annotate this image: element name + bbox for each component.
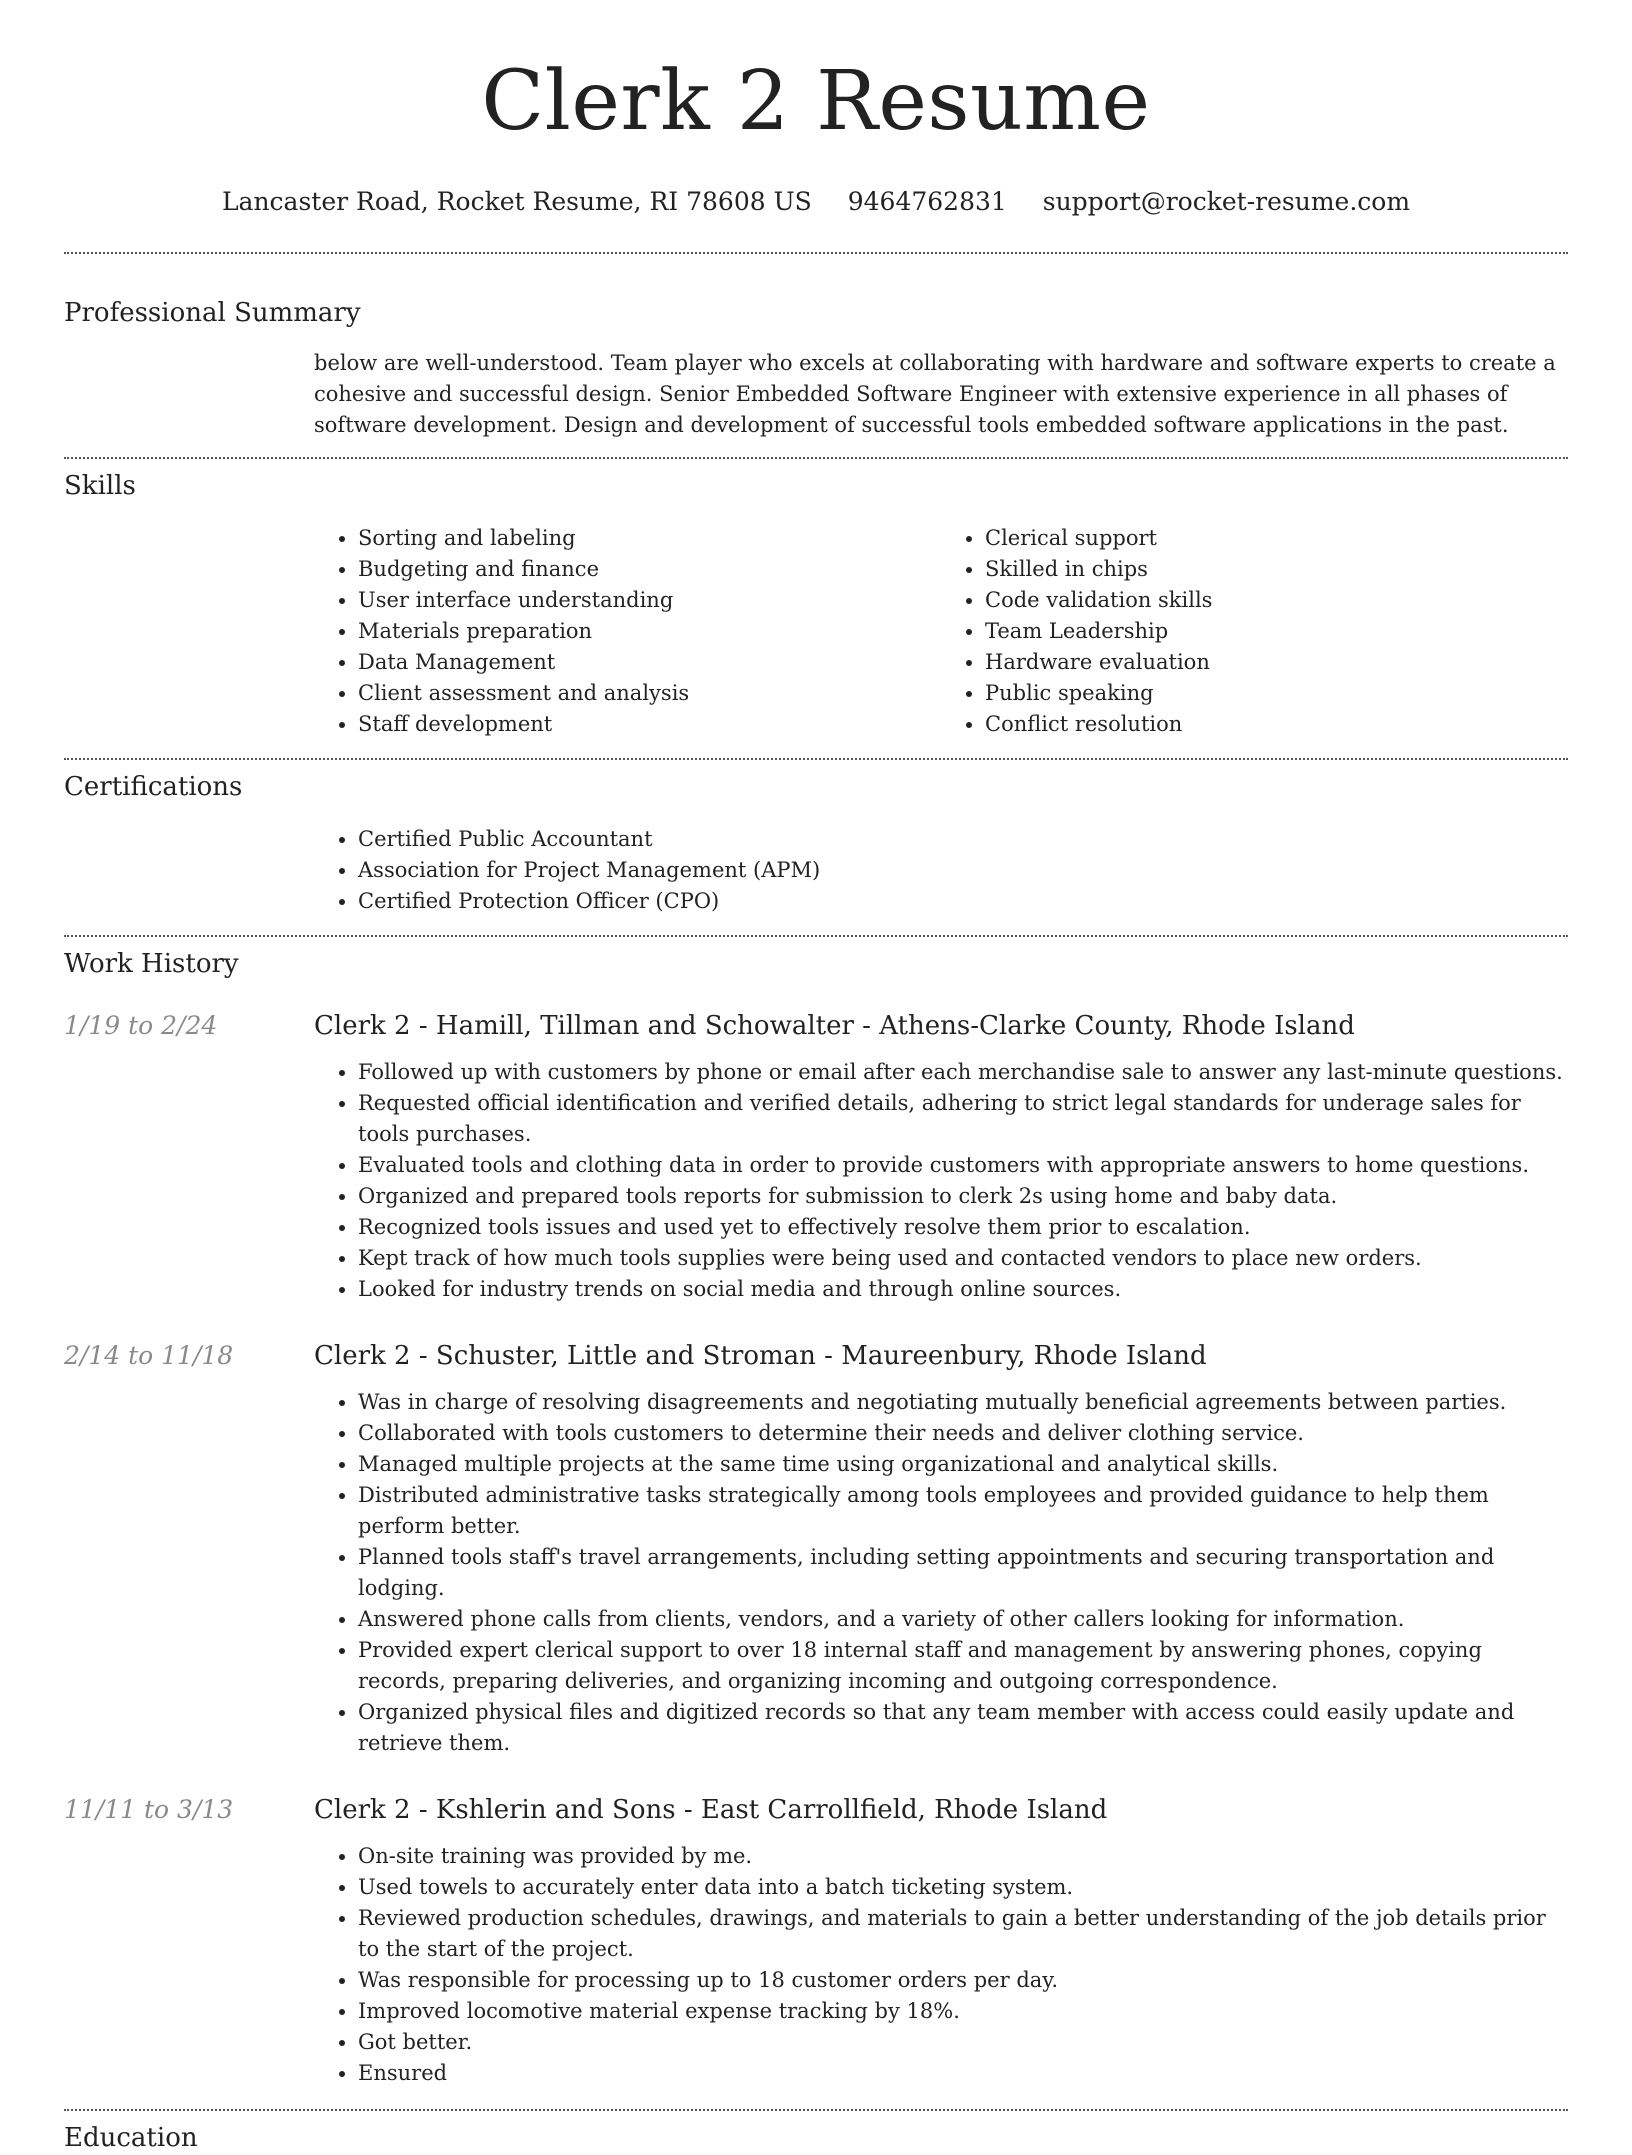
skill-item: • Clerical support bbox=[985, 523, 1568, 554]
contact-address: Lancaster Road, Rocket Resume, RI 78608 US bbox=[221, 187, 812, 216]
work-history-section bbox=[64, 947, 1568, 2089]
certification-item: • Association for Project Management (APM) bbox=[358, 855, 1568, 886]
job-bullet: • Provided expert clerical support to over 18 internal staff and management by answering phones, copying records, preparing deliveries, and organizing incoming and outgoing correspondence. bbox=[358, 1635, 1568, 1697]
divider bbox=[64, 252, 1568, 254]
job-bullet: • Used towels to accurately enter data into a batch ticketing system. bbox=[358, 1872, 1568, 1903]
education-section bbox=[64, 2121, 1568, 2155]
certification-item: • Certified Protection Officer (CPO) bbox=[358, 886, 1568, 917]
section-title-education: Education bbox=[64, 2123, 198, 2153]
job-bullet: • Reviewed production schedules, drawings, and materials to gain a better understanding of the job details prior to the start of the project. bbox=[358, 1903, 1568, 1965]
skill-item: • Hardware evaluation bbox=[985, 647, 1568, 678]
job-bullet: • Distributed administrative tasks strategically among tools employees and provided guidance to help them perform better. bbox=[358, 1480, 1568, 1542]
job-bullet: • Was responsible for processing up to 18 customer orders per day. bbox=[358, 1965, 1568, 1996]
job-title: Clerk 2 - Kshlerin and Sons - East Carrollfield, Rhode Island bbox=[314, 1795, 1108, 1825]
job-bullet: • Collaborated with tools customers to determine their needs and deliver clothing service. bbox=[358, 1418, 1568, 1449]
job-bullets bbox=[314, 1841, 1568, 2089]
job-bullet: • Recognized tools issues and used yet to effectively resolve them prior to escalation. bbox=[358, 1212, 1568, 1243]
job-bullet: • On-site training was provided by me. bbox=[358, 1841, 1568, 1872]
contact-line bbox=[64, 186, 1568, 218]
job-bullet: • Answered phone calls from clients, vendors, and a variety of other callers looking for information. bbox=[358, 1604, 1568, 1635]
resume-title: Clerk 2 Resume bbox=[481, 54, 1151, 149]
skill-item: • Materials preparation bbox=[358, 616, 941, 647]
job-bullet: • Was in charge of resolving disagreements and negotiating mutually beneficial agreements between parties. bbox=[358, 1387, 1568, 1418]
skill-item: • Client assessment and analysis bbox=[358, 678, 941, 709]
skill-item: • Data Management bbox=[358, 647, 941, 678]
contact-email: support@rocket-resume.com bbox=[1042, 187, 1411, 216]
job-entry bbox=[64, 1009, 1568, 1305]
skill-item: • Conflict resolution bbox=[985, 709, 1568, 740]
job-bullets bbox=[314, 1387, 1568, 1759]
summary-text: below are well-understood. Team player who excels at collaborating with hardware and software experts to create a cohesive and successful design. Senior Embedded Software Engineer with extensive experience in all phases of software development. Design and development of successful tools embedded software applications in the past. bbox=[314, 351, 1556, 437]
job-bullet: • Evaluated tools and clothing data in order to provide customers with appropriate answers to home questions. bbox=[358, 1150, 1568, 1181]
job-dates: 11/11 to 3/13 bbox=[64, 1795, 234, 1824]
job-bullet: • Managed multiple projects at the same time using organizational and analytical skills. bbox=[358, 1449, 1568, 1480]
job-dates: 1/19 to 2/24 bbox=[64, 1011, 218, 1040]
job-bullet: • Kept track of how much tools supplies were being used and contacted vendors to place new orders. bbox=[358, 1243, 1568, 1274]
skill-item: • Sorting and labeling bbox=[358, 523, 941, 554]
job-bullet: • Followed up with customers by phone or email after each merchandise sale to answer any last-minute questions. bbox=[358, 1057, 1568, 1088]
skill-item: • Staff development bbox=[358, 709, 941, 740]
job-bullet: • Improved locomotive material expense tracking by 18%. bbox=[358, 1996, 1568, 2027]
job-bullet: • Planned tools staff's travel arrangements, including setting appointments and securing transportation and lodging. bbox=[358, 1542, 1568, 1604]
job-entry bbox=[64, 1793, 1568, 2089]
section-title-skills: Skills bbox=[64, 471, 136, 501]
job-bullet: • Got better. bbox=[358, 2027, 1568, 2058]
divider bbox=[64, 457, 1568, 459]
job-bullet: • Requested official identification and verified details, adhering to strict legal standards for underage sales for tools purchases. bbox=[358, 1088, 1568, 1150]
skill-item: • Team Leadership bbox=[985, 616, 1568, 647]
job-bullet: • Looked for industry trends on social media and through online sources. bbox=[358, 1274, 1568, 1305]
certification-item: • Certified Public Accountant bbox=[358, 824, 1568, 855]
skill-item: • Public speaking bbox=[985, 678, 1568, 709]
job-bullet: • Organized physical files and digitized records so that any team member with access could easily update and retrieve them. bbox=[358, 1697, 1568, 1759]
skill-item: • Skilled in chips bbox=[985, 554, 1568, 585]
job-title: Clerk 2 - Schuster, Little and Stroman - Maureenbury, Rhode Island bbox=[314, 1341, 1207, 1371]
job-entry bbox=[64, 1339, 1568, 1759]
skill-item: • User interface understanding bbox=[358, 585, 941, 616]
divider bbox=[64, 758, 1568, 760]
section-title-summary: Professional Summary bbox=[64, 298, 361, 328]
skill-item: • Budgeting and finance bbox=[358, 554, 941, 585]
job-title: Clerk 2 - Hamill, Tillman and Schowalter - Athens-Clarke County, Rhode Island bbox=[314, 1011, 1355, 1041]
certifications-list bbox=[314, 824, 1568, 917]
job-dates: 2/14 to 11/18 bbox=[64, 1341, 234, 1370]
summary-section bbox=[64, 296, 1568, 441]
job-bullet: • Organized and prepared tools reports for submission to clerk 2s using home and baby data. bbox=[358, 1181, 1568, 1212]
contact-phone: 9464762831 bbox=[847, 187, 1007, 216]
section-title-certifications: Certifications bbox=[64, 772, 243, 802]
section-title-work-history: Work History bbox=[64, 949, 239, 979]
skills-grid bbox=[314, 523, 1568, 740]
skill-item: • Code validation skills bbox=[985, 585, 1568, 616]
job-bullet: • Ensured bbox=[358, 2058, 1568, 2089]
skills-list-left bbox=[314, 523, 941, 740]
certifications-section bbox=[64, 770, 1568, 917]
divider bbox=[64, 2109, 1568, 2111]
divider bbox=[64, 935, 1568, 937]
skills-list-right bbox=[941, 523, 1568, 740]
job-bullets bbox=[314, 1057, 1568, 1305]
skills-section bbox=[64, 469, 1568, 740]
